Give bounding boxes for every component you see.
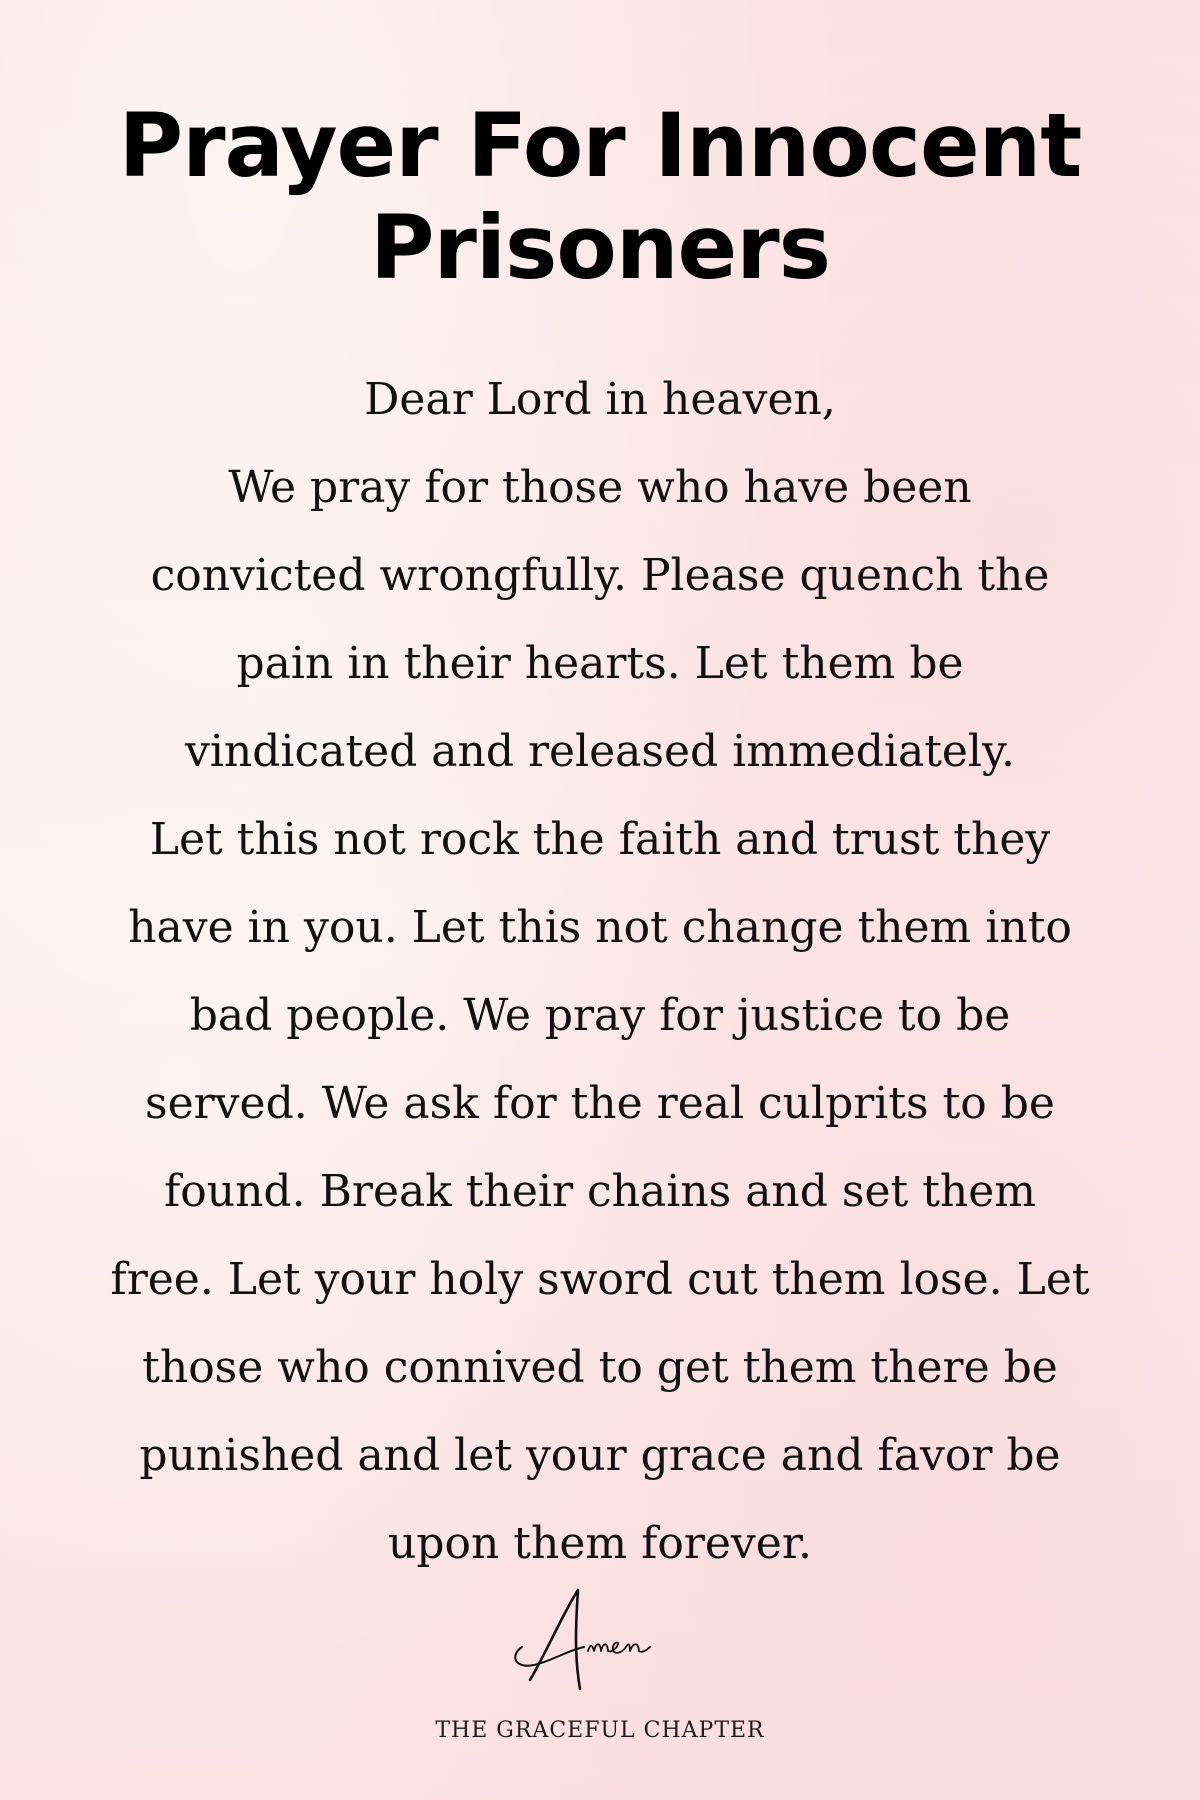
prayer-line: Let this not rock the faith and trust they [149, 814, 1051, 865]
prayer-line: pain in their hearts. Let them be [236, 638, 964, 689]
brand-name: THE GRACEFUL CHAPTER [435, 1718, 765, 1743]
prayer-line: Dear Lord in heaven, [364, 374, 836, 425]
prayer-line: punished and let your grace and favor be [139, 1430, 1061, 1481]
prayer-body [90, 356, 1110, 1588]
prayer-line: have in you. Let this not change them into [128, 902, 1072, 953]
prayer-line: found. Break their chains and set them [163, 1166, 1036, 1217]
prayer-line: vindicated and released immediately. [185, 726, 1015, 777]
amen-signature-logo [500, 1585, 700, 1695]
prayer-line: free. Let your holy sword cut them lose. Let [110, 1254, 1090, 1305]
prayer-line: We pray for those who have been [228, 462, 972, 513]
prayer-line: those who connived to get them there be [142, 1342, 1058, 1393]
page-title: Prayer For Innocent Prisoners [118, 94, 1082, 299]
prayer-line: upon them forever. [387, 1518, 812, 1569]
prayer-line: convicted wrongfully. Please quench the [150, 550, 1050, 601]
prayer-line: bad people. We pray for justice to be [189, 990, 1011, 1041]
prayer-line: served. We ask for the real culprits to be [145, 1078, 1055, 1129]
